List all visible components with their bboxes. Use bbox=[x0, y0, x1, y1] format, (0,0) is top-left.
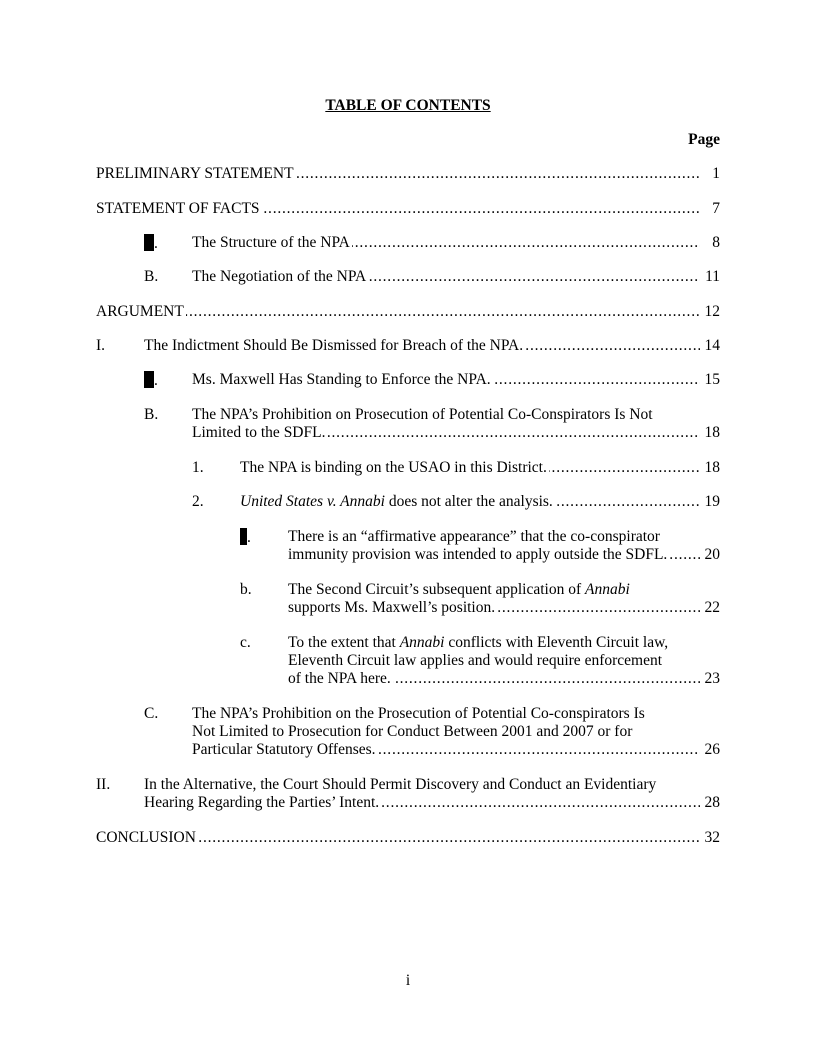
toc-page-number: 1 bbox=[709, 165, 720, 183]
toc-page-number: 15 bbox=[702, 371, 721, 389]
toc-page-number: 19 bbox=[702, 493, 721, 511]
toc-entry-text: Particular Statutory Offenses. bbox=[192, 741, 376, 758]
toc-entry-text: The NPA is binding on the USAO in this District. bbox=[240, 459, 547, 476]
toc-entry-text: United States v. Annabi does not alter the analysis. bbox=[240, 493, 553, 510]
toc-entry-label: B. bbox=[144, 268, 159, 285]
toc-entry-text: The Indictment Should Be Dismissed for Breach of the NPA. bbox=[144, 337, 524, 354]
toc-entry-label: . bbox=[144, 371, 158, 390]
toc-entry-discovery-hearing[interactable] bbox=[96, 776, 720, 812]
toc-entry-affirmative-appearance[interactable] bbox=[240, 528, 720, 564]
case-name: United States v. Annabi bbox=[240, 493, 385, 510]
toc-entry-text: In the Alternative, the Court Should Permit Discovery and Conduct an Evidentiary bbox=[144, 776, 657, 793]
redaction-block bbox=[144, 234, 154, 251]
toc-entry-preliminary-statement[interactable] bbox=[96, 165, 720, 183]
toc-entry-text: The NPA’s Prohibition on Prosecution of Potential Co-Conspirators Is Not bbox=[192, 406, 653, 423]
toc-entry-text: CONCLUSION bbox=[96, 829, 196, 846]
toc-entry-label: b. bbox=[240, 581, 252, 598]
toc-entry-text: The Negotiation of the NPA bbox=[192, 268, 367, 285]
toc-page-number: 32 bbox=[702, 829, 721, 847]
page-column-header: Page bbox=[688, 131, 720, 148]
case-name: Annabi bbox=[585, 581, 630, 598]
toc-entry-text: Not Limited to Prosecution for Conduct Between 2001 and 2007 or for bbox=[192, 723, 633, 740]
case-name: Annabi bbox=[399, 634, 445, 651]
toc-entry-label: . bbox=[144, 234, 158, 253]
toc-page-number: 14 bbox=[702, 337, 721, 355]
toc-entry-text: Ms. Maxwell Has Standing to Enforce the NPA. bbox=[192, 371, 491, 388]
toc-entry-text: The NPA’s Prohibition on the Prosecution of Potential Co-conspirators Is bbox=[192, 705, 645, 722]
toc-entry-text: There is an “affirmative appearance” that the co-conspirator bbox=[288, 528, 660, 545]
toc-entry-text: The Second Circuit’s subsequent application of Annabi bbox=[288, 581, 630, 598]
toc-page-number: 7 bbox=[709, 200, 720, 218]
toc-entry-label: B. bbox=[144, 406, 159, 423]
toc-page-number: 26 bbox=[702, 741, 721, 759]
page-footer-number: i bbox=[405, 972, 411, 989]
redaction-block bbox=[240, 528, 247, 545]
toc-entry-label: c. bbox=[240, 634, 251, 651]
toc-entry-npa-binding[interactable] bbox=[192, 459, 720, 477]
toc-page-number: 28 bbox=[702, 794, 721, 812]
toc-entry-label: 1. bbox=[192, 459, 204, 476]
toc-entry-statement-of-facts[interactable] bbox=[96, 200, 720, 218]
toc-title: TABLE OF CONTENTS bbox=[325, 97, 491, 114]
toc-entry-label: . bbox=[240, 528, 251, 547]
toc-page-number: 18 bbox=[702, 424, 721, 442]
toc-page-number: 8 bbox=[709, 234, 720, 252]
toc-entry-text: ARGUMENT bbox=[96, 303, 184, 320]
toc-entry-second-circuit[interactable] bbox=[240, 581, 720, 617]
toc-entry-text: The Structure of the NPA bbox=[192, 234, 350, 251]
toc-entry-text: immunity provision was intended to apply outside the SDFL. bbox=[288, 546, 668, 563]
toc-entry-text: supports Ms. Maxwell’s position. bbox=[288, 599, 496, 616]
toc-page-number: 18 bbox=[702, 459, 721, 477]
toc-entry-label: C. bbox=[144, 705, 159, 722]
toc-entry-text: of the NPA here. bbox=[288, 670, 391, 687]
toc-entry-text: Eleventh Circuit law applies and would require enforcement bbox=[288, 652, 663, 669]
toc-entry-label: II. bbox=[96, 776, 111, 793]
toc-page-number: 20 bbox=[702, 546, 721, 564]
toc-entry-label: I. bbox=[96, 337, 106, 354]
toc-entry-eleventh-circuit[interactable] bbox=[240, 634, 720, 688]
toc-entry-conclusion[interactable] bbox=[96, 829, 720, 847]
toc-entry-label: 2. bbox=[192, 493, 204, 510]
toc-page-number: 12 bbox=[702, 303, 721, 321]
toc-entry-annabi[interactable] bbox=[192, 493, 720, 511]
toc-entry-not-limited-to-sdfl[interactable] bbox=[144, 406, 720, 442]
toc-entry-text: Limited to the SDFL. bbox=[192, 424, 326, 441]
toc-entry-argument[interactable] bbox=[96, 303, 720, 321]
toc-page-number: 22 bbox=[702, 599, 721, 617]
toc-entry-text: PRELIMINARY STATEMENT bbox=[96, 165, 294, 182]
redaction-block bbox=[144, 371, 154, 388]
toc-entry-not-limited-to-conduct[interactable] bbox=[144, 705, 720, 759]
toc-page-number: 11 bbox=[702, 268, 720, 286]
toc-entry-indictment-dismissed[interactable] bbox=[96, 337, 720, 355]
toc-entry-text: STATEMENT OF FACTS bbox=[96, 200, 260, 217]
toc-entry-negotiation-of-npa[interactable] bbox=[144, 268, 720, 286]
toc-page-number: 23 bbox=[702, 670, 721, 688]
toc-entry-text: Hearing Regarding the Parties’ Intent. bbox=[144, 794, 380, 811]
toc-entry-text: To the extent that Annabi conflicts with Eleventh Circuit law, bbox=[288, 634, 669, 651]
toc-entry-standing[interactable] bbox=[144, 371, 720, 389]
toc-entry-structure-of-npa[interactable] bbox=[144, 234, 720, 252]
